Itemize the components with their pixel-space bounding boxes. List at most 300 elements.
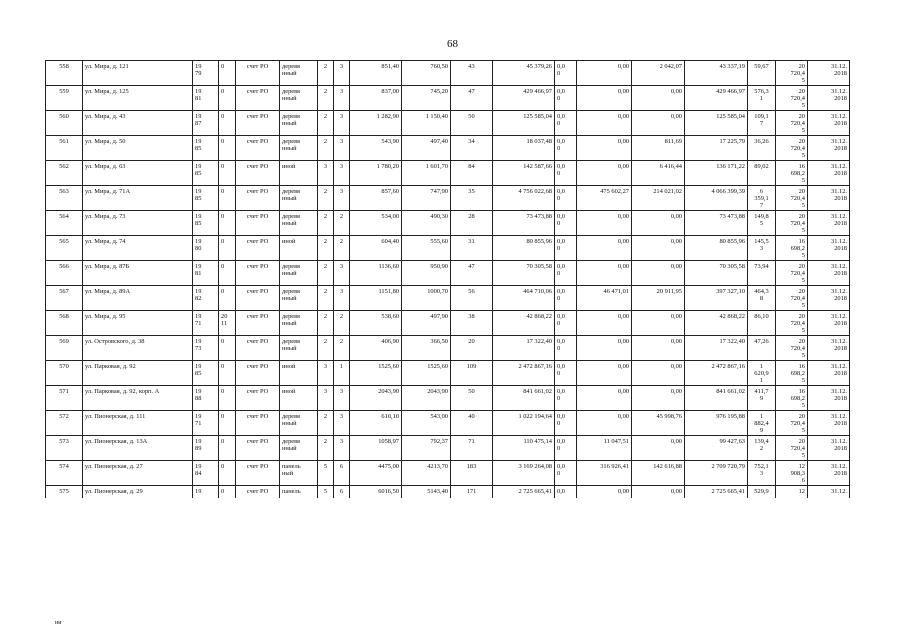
- cell-row-number: 564: [46, 211, 83, 236]
- cell-address: ул. Мира, д. 89А: [83, 286, 193, 311]
- cell-cost-municipal: 0,00: [632, 361, 685, 386]
- table-row: [46, 411, 850, 436]
- cell-total-area: 4475,00: [350, 461, 402, 486]
- cell-cost-owners: 397 327,10: [685, 286, 748, 311]
- cell-cost-municipal: 0,00: [632, 261, 685, 286]
- cell-residents: 56: [451, 286, 493, 311]
- cell-cost-municipal: 0,00: [632, 86, 685, 111]
- cell-max-cost-per-sqm: 20 720,4 5: [776, 61, 808, 86]
- cell-cost-owners: 73 473,88: [685, 211, 748, 236]
- cell-fund-method: счет РО: [236, 136, 280, 161]
- cell-total-area: 538,60: [350, 311, 402, 336]
- cell-max-cost-per-sqm: 16 698,2 5: [776, 236, 808, 261]
- cell-max-cost-per-sqm: 20 720,4 5: [776, 261, 808, 286]
- cell-row-number: 565: [46, 236, 83, 261]
- cell-wall-material: деревя нный: [280, 261, 318, 286]
- cell-cost-federal: 0,0 0: [555, 236, 577, 261]
- cell-total-cost: 45 379,26: [493, 61, 555, 86]
- cell-deadline: 31.12. 2018: [808, 186, 850, 211]
- cell-year-built: 19 85: [193, 161, 219, 186]
- cell-year-built: 19 71: [193, 411, 219, 436]
- cell-year-built: 19 79: [193, 61, 219, 86]
- cell-living-area: 555,60: [402, 236, 451, 261]
- cell-total-cost: 2 725 665,41: [493, 486, 555, 498]
- cell-cost-regional: 46 471,01: [577, 286, 632, 311]
- cell-floors: 2: [318, 186, 334, 211]
- cell-total-cost: 42 868,22: [493, 311, 555, 336]
- cell-cost-owners: 17 225,79: [685, 136, 748, 161]
- cell-total-cost: 1 022 194,64: [493, 411, 555, 436]
- cell-total-area: 543,90: [350, 136, 402, 161]
- cell-cost-owners: 2 709 720,79: [685, 461, 748, 486]
- cell-deadline: 31.12. 2018: [808, 111, 850, 136]
- cell-year-commissioned: 0: [219, 136, 236, 161]
- cell-max-cost-per-sqm: 20 720,4 5: [776, 311, 808, 336]
- cell-year-built: 19 85: [193, 186, 219, 211]
- cell-year-built: 19 85: [193, 136, 219, 161]
- cell-cost-regional: 0,00: [577, 211, 632, 236]
- cell-cost-municipal: 20 911,95: [632, 286, 685, 311]
- cell-entrances: 3: [334, 386, 350, 411]
- cell-address: ул. Мира, д. 95: [83, 311, 193, 336]
- cell-fund-method: счет РО: [236, 161, 280, 186]
- cell-living-area: 366,50: [402, 336, 451, 361]
- cell-row-number: 568: [46, 311, 83, 336]
- cell-deadline: 31.12. 2018: [808, 236, 850, 261]
- cell-cost-municipal: 0,00: [632, 336, 685, 361]
- cell-total-cost: 4 756 022,68: [493, 186, 555, 211]
- table-row: [46, 486, 850, 498]
- cell-max-cost-per-sqm: 20 720,4 5: [776, 86, 808, 111]
- cell-address: ул. Мира, д. 43: [83, 111, 193, 136]
- cell-cost-federal: 0,0 0: [555, 386, 577, 411]
- cell-max-cost-per-sqm: 20 720,4 5: [776, 211, 808, 236]
- cell-entrances: 3: [334, 286, 350, 311]
- cell-fund-method: счет РО: [236, 86, 280, 111]
- cell-row-number: 569: [46, 336, 83, 361]
- cell-floors: 2: [318, 86, 334, 111]
- cell-cost-owners: 43 337,19: [685, 61, 748, 86]
- page-footnote: ии: [55, 620, 62, 626]
- cell-total-cost: 429 466,97: [493, 86, 555, 111]
- cell-floors: 2: [318, 286, 334, 311]
- table-row: [46, 261, 850, 286]
- cell-year-commissioned: 0: [219, 211, 236, 236]
- cell-living-area: 1525,60: [402, 361, 451, 386]
- cell-cost-federal: 0,0 0: [555, 411, 577, 436]
- cell-cost-regional: 475 602,27: [577, 186, 632, 211]
- cell-year-commissioned: 0: [219, 61, 236, 86]
- cell-address: ул. Пионерская, д. 111: [83, 411, 193, 436]
- cell-cost-municipal: 0,00: [632, 111, 685, 136]
- cell-residents: 43: [451, 61, 493, 86]
- cell-total-cost: 17 322,40: [493, 336, 555, 361]
- cell-fund-method: счет РО: [236, 311, 280, 336]
- cell-entrances: 3: [334, 111, 350, 136]
- cell-deadline: 31.12. 2018: [808, 286, 850, 311]
- cell-living-area: 950,90: [402, 261, 451, 286]
- cell-cost-per-sqm: 47,26: [748, 336, 776, 361]
- cell-wall-material: деревя нный: [280, 436, 318, 461]
- cell-address: ул. Мира, д. 71А: [83, 186, 193, 211]
- cell-cost-per-sqm: 464,3 8: [748, 286, 776, 311]
- cell-cost-regional: 0,00: [577, 111, 632, 136]
- cell-wall-material: деревя нный: [280, 211, 318, 236]
- cell-max-cost-per-sqm: 20 720,4 5: [776, 336, 808, 361]
- cell-max-cost-per-sqm: 20 720,4 5: [776, 411, 808, 436]
- cell-floors: 3: [318, 161, 334, 186]
- cell-total-area: 1 780,20: [350, 161, 402, 186]
- cell-cost-federal: 0,0 0: [555, 211, 577, 236]
- cell-year-built: 19 82: [193, 286, 219, 311]
- cell-year-commissioned: 0: [219, 361, 236, 386]
- cell-wall-material: деревя нный: [280, 411, 318, 436]
- table-body: [46, 61, 850, 498]
- cell-cost-per-sqm: 1 882,4 9: [748, 411, 776, 436]
- cell-deadline: 31.12. 2018: [808, 411, 850, 436]
- cell-total-cost: 80 855,96: [493, 236, 555, 261]
- cell-cost-regional: 0,00: [577, 336, 632, 361]
- cell-cost-municipal: 6 416,44: [632, 161, 685, 186]
- cell-cost-municipal: 0,00: [632, 386, 685, 411]
- cell-address: ул. Парковая, д. 92, корп. А: [83, 386, 193, 411]
- cell-fund-method: счет РО: [236, 111, 280, 136]
- cell-deadline: 31.12. 2018: [808, 311, 850, 336]
- cell-living-area: 747,90: [402, 186, 451, 211]
- cell-row-number: 575: [46, 486, 83, 498]
- cell-year-commissioned: 0: [219, 336, 236, 361]
- cell-cost-regional: 0,00: [577, 261, 632, 286]
- cell-year-built: 19 84: [193, 461, 219, 486]
- cell-total-cost: 125 585,04: [493, 111, 555, 136]
- cell-cost-federal: 0,0 0: [555, 261, 577, 286]
- cell-floors: 5: [318, 486, 334, 498]
- cell-deadline: 31.12.: [808, 486, 850, 498]
- cell-residents: 35: [451, 186, 493, 211]
- cell-total-area: 851,40: [350, 61, 402, 86]
- cell-year-commissioned: 0: [219, 436, 236, 461]
- cell-cost-regional: 0,00: [577, 236, 632, 261]
- table-row: [46, 186, 850, 211]
- cell-residents: 31: [451, 236, 493, 261]
- cell-entrances: 3: [334, 136, 350, 161]
- cell-cost-per-sqm: 6 359,1 7: [748, 186, 776, 211]
- cell-cost-owners: 125 585,04: [685, 111, 748, 136]
- cell-residents: 40: [451, 411, 493, 436]
- cell-cost-per-sqm: 149,8 5: [748, 211, 776, 236]
- table-row: [46, 336, 850, 361]
- cell-entrances: 3: [334, 261, 350, 286]
- cell-living-area: 792,37: [402, 436, 451, 461]
- cell-cost-per-sqm: 752,1 3: [748, 461, 776, 486]
- cell-total-area: 6016,50: [350, 486, 402, 498]
- cell-floors: 2: [318, 111, 334, 136]
- cell-cost-owners: 976 195,88: [685, 411, 748, 436]
- cell-residents: 183: [451, 461, 493, 486]
- cell-row-number: 558: [46, 61, 83, 86]
- cell-address: ул. Парковая, д. 92: [83, 361, 193, 386]
- cell-residents: 28: [451, 211, 493, 236]
- cell-row-number: 573: [46, 436, 83, 461]
- cell-cost-regional: 0,00: [577, 161, 632, 186]
- cell-floors: 2: [318, 411, 334, 436]
- cell-cost-owners: 136 171,22: [685, 161, 748, 186]
- cell-living-area: 4213,70: [402, 461, 451, 486]
- cell-living-area: 543,00: [402, 411, 451, 436]
- cell-cost-federal: 0,0 0: [555, 86, 577, 111]
- registry-table: [45, 60, 850, 498]
- cell-total-cost: 18 037,48: [493, 136, 555, 161]
- cell-cost-per-sqm: 86,10: [748, 311, 776, 336]
- cell-floors: 3: [318, 386, 334, 411]
- cell-max-cost-per-sqm: 12 908,3 6: [776, 461, 808, 486]
- cell-wall-material: деревя нный: [280, 111, 318, 136]
- cell-total-cost: 73 473,88: [493, 211, 555, 236]
- cell-residents: 50: [451, 386, 493, 411]
- cell-wall-material: деревя нный: [280, 186, 318, 211]
- cell-address: ул. Мира, д. 74: [83, 236, 193, 261]
- cell-wall-material: деревя нный: [280, 136, 318, 161]
- cell-cost-federal: 0,0 0: [555, 186, 577, 211]
- cell-year-built: 19 80: [193, 236, 219, 261]
- cell-deadline: 31.12. 2018: [808, 136, 850, 161]
- cell-cost-per-sqm: 36,26: [748, 136, 776, 161]
- cell-cost-regional: 11 047,51: [577, 436, 632, 461]
- cell-residents: 109: [451, 361, 493, 386]
- page-number: 68: [447, 38, 458, 50]
- cell-wall-material: панель: [280, 486, 318, 498]
- cell-cost-owners: 429 466,97: [685, 86, 748, 111]
- cell-entrances: 3: [334, 161, 350, 186]
- cell-residents: 47: [451, 261, 493, 286]
- cell-residents: 20: [451, 336, 493, 361]
- cell-address: ул. Мира, д. 125: [83, 86, 193, 111]
- cell-cost-per-sqm: 1 620,9 1: [748, 361, 776, 386]
- cell-entrances: 3: [334, 186, 350, 211]
- cell-living-area: 2043,90: [402, 386, 451, 411]
- cell-max-cost-per-sqm: 20 720,4 5: [776, 436, 808, 461]
- cell-total-area: 857,60: [350, 186, 402, 211]
- cell-wall-material: панель ный: [280, 461, 318, 486]
- cell-max-cost-per-sqm: 20 720,4 5: [776, 136, 808, 161]
- cell-entrances: 3: [334, 436, 350, 461]
- cell-residents: 171: [451, 486, 493, 498]
- cell-residents: 84: [451, 161, 493, 186]
- cell-fund-method: счет РО: [236, 211, 280, 236]
- cell-cost-federal: 0,0 0: [555, 111, 577, 136]
- cell-year-built: 19 88: [193, 386, 219, 411]
- cell-cost-per-sqm: 59,67: [748, 61, 776, 86]
- cell-year-built: 19 71: [193, 311, 219, 336]
- cell-total-area: 2043,90: [350, 386, 402, 411]
- cell-row-number: 574: [46, 461, 83, 486]
- cell-total-area: 837,00: [350, 86, 402, 111]
- cell-living-area: 497,40: [402, 136, 451, 161]
- cell-cost-municipal: 0,00: [632, 236, 685, 261]
- cell-total-cost: 2 472 867,16: [493, 361, 555, 386]
- cell-year-commissioned: 0: [219, 236, 236, 261]
- cell-cost-federal: 0,0 0: [555, 161, 577, 186]
- cell-deadline: 31.12. 2018: [808, 336, 850, 361]
- cell-fund-method: счет РО: [236, 61, 280, 86]
- cell-max-cost-per-sqm: 20 720,4 5: [776, 286, 808, 311]
- cell-cost-federal: 0,0 0: [555, 61, 577, 86]
- cell-address: ул. Мира, д. 63: [83, 161, 193, 186]
- cell-cost-regional: 0,00: [577, 411, 632, 436]
- cell-cost-regional: 0,00: [577, 361, 632, 386]
- cell-entrances: 2: [334, 336, 350, 361]
- cell-cost-owners: 841 661,02: [685, 386, 748, 411]
- cell-fund-method: счет РО: [236, 386, 280, 411]
- cell-year-commissioned: 0: [219, 186, 236, 211]
- cell-cost-federal: 0,0 0: [555, 136, 577, 161]
- cell-residents: 47: [451, 86, 493, 111]
- cell-fund-method: счет РО: [236, 361, 280, 386]
- cell-year-built: 19 89: [193, 436, 219, 461]
- cell-cost-per-sqm: 89,02: [748, 161, 776, 186]
- cell-total-area: 1058,97: [350, 436, 402, 461]
- cell-living-area: 760,50: [402, 61, 451, 86]
- cell-year-commissioned: 0: [219, 411, 236, 436]
- cell-cost-owners: 2 725 665,41: [685, 486, 748, 498]
- cell-floors: 5: [318, 461, 334, 486]
- cell-total-area: 610,10: [350, 411, 402, 436]
- cell-total-area: 1 282,90: [350, 111, 402, 136]
- cell-row-number: 572: [46, 411, 83, 436]
- cell-deadline: 31.12. 2018: [808, 361, 850, 386]
- cell-max-cost-per-sqm: 16 698,2 5: [776, 386, 808, 411]
- cell-floors: 2: [318, 211, 334, 236]
- cell-year-commissioned: 0: [219, 386, 236, 411]
- cell-deadline: 31.12. 2018: [808, 461, 850, 486]
- cell-row-number: 566: [46, 261, 83, 286]
- cell-floors: 3: [318, 361, 334, 386]
- cell-year-commissioned: 0: [219, 461, 236, 486]
- cell-fund-method: счет РО: [236, 461, 280, 486]
- cell-cost-municipal: 214 021,02: [632, 186, 685, 211]
- cell-wall-material: деревя нный: [280, 311, 318, 336]
- cell-cost-regional: 0,00: [577, 386, 632, 411]
- cell-total-cost: 464 710,06: [493, 286, 555, 311]
- cell-total-area: 1136,60: [350, 261, 402, 286]
- cell-cost-regional: 0,00: [577, 86, 632, 111]
- cell-total-cost: 841 661,02: [493, 386, 555, 411]
- cell-max-cost-per-sqm: 20 720,4 5: [776, 111, 808, 136]
- cell-cost-municipal: 811,69: [632, 136, 685, 161]
- table-row: [46, 161, 850, 186]
- cell-year-commissioned: 0: [219, 486, 236, 498]
- table-row: [46, 136, 850, 161]
- table-row: [46, 111, 850, 136]
- cell-total-cost: 3 169 264,08: [493, 461, 555, 486]
- cell-row-number: 571: [46, 386, 83, 411]
- cell-deadline: 31.12. 2018: [808, 211, 850, 236]
- cell-address: ул. Островского, д. 38: [83, 336, 193, 361]
- cell-cost-municipal: 45 998,76: [632, 411, 685, 436]
- cell-living-area: 1 601,70: [402, 161, 451, 186]
- cell-cost-municipal: 2 042,07: [632, 61, 685, 86]
- cell-row-number: 563: [46, 186, 83, 211]
- cell-year-built: 19 85: [193, 211, 219, 236]
- cell-cost-per-sqm: 109,1 7: [748, 111, 776, 136]
- cell-cost-per-sqm: 139,4 2: [748, 436, 776, 461]
- table-row: [46, 236, 850, 261]
- cell-year-built: 19 81: [193, 261, 219, 286]
- cell-residents: 71: [451, 436, 493, 461]
- cell-fund-method: счет РО: [236, 336, 280, 361]
- cell-cost-municipal: 0,00: [632, 311, 685, 336]
- cell-max-cost-per-sqm: 20 720,4 5: [776, 186, 808, 211]
- cell-year-commissioned: 0: [219, 86, 236, 111]
- table-row: [46, 436, 850, 461]
- cell-cost-federal: 0,0 0: [555, 436, 577, 461]
- cell-address: ул. Пионерская, д. 13А: [83, 436, 193, 461]
- cell-address: ул. Мира, д. 87Б: [83, 261, 193, 286]
- cell-living-area: 1 150,40: [402, 111, 451, 136]
- cell-row-number: 560: [46, 111, 83, 136]
- cell-fund-method: счет РО: [236, 286, 280, 311]
- cell-year-commissioned: 0: [219, 261, 236, 286]
- cell-max-cost-per-sqm: 16 698,2 5: [776, 161, 808, 186]
- table-row: [46, 211, 850, 236]
- cell-year-commissioned: 0: [219, 161, 236, 186]
- cell-wall-material: иной: [280, 161, 318, 186]
- cell-fund-method: счет РО: [236, 186, 280, 211]
- table-row: [46, 386, 850, 411]
- cell-address: ул. Пионерская, д. 27: [83, 461, 193, 486]
- cell-deadline: 31.12. 2018: [808, 436, 850, 461]
- cell-row-number: 567: [46, 286, 83, 311]
- cell-cost-federal: 0,0 0: [555, 286, 577, 311]
- cell-entrances: 6: [334, 486, 350, 498]
- cell-floors: 2: [318, 261, 334, 286]
- cell-cost-per-sqm: 411,7 9: [748, 386, 776, 411]
- cell-cost-municipal: 142 616,88: [632, 461, 685, 486]
- cell-entrances: 6: [334, 461, 350, 486]
- cell-cost-owners: 70 305,58: [685, 261, 748, 286]
- cell-entrances: 1: [334, 361, 350, 386]
- cell-cost-municipal: 0,00: [632, 211, 685, 236]
- cell-wall-material: иной: [280, 236, 318, 261]
- cell-year-built: 19 85: [193, 361, 219, 386]
- cell-entrances: 3: [334, 61, 350, 86]
- cell-fund-method: счет РО: [236, 436, 280, 461]
- cell-floors: 2: [318, 136, 334, 161]
- cell-cost-regional: 0,00: [577, 136, 632, 161]
- cell-cost-regional: 0,00: [577, 311, 632, 336]
- cell-floors: 2: [318, 236, 334, 261]
- cell-living-area: 1000,70: [402, 286, 451, 311]
- table-row: [46, 361, 850, 386]
- cell-entrances: 3: [334, 411, 350, 436]
- cell-cost-regional: 316 926,41: [577, 461, 632, 486]
- cell-cost-owners: 17 322,40: [685, 336, 748, 361]
- cell-address: ул. Мира, д. 73: [83, 211, 193, 236]
- cell-cost-federal: 0,0 0: [555, 311, 577, 336]
- cell-cost-per-sqm: 73,94: [748, 261, 776, 286]
- cell-address: ул. Мира, д. 121: [83, 61, 193, 86]
- cell-row-number: 561: [46, 136, 83, 161]
- cell-wall-material: деревя нный: [280, 86, 318, 111]
- table-row: [46, 61, 850, 86]
- cell-total-cost: 70 305,58: [493, 261, 555, 286]
- cell-total-cost: 142 587,66: [493, 161, 555, 186]
- cell-wall-material: иной: [280, 361, 318, 386]
- cell-residents: 50: [451, 111, 493, 136]
- cell-floors: 2: [318, 336, 334, 361]
- cell-max-cost-per-sqm: 16 698,2 5: [776, 361, 808, 386]
- cell-max-cost-per-sqm: 12: [776, 486, 808, 498]
